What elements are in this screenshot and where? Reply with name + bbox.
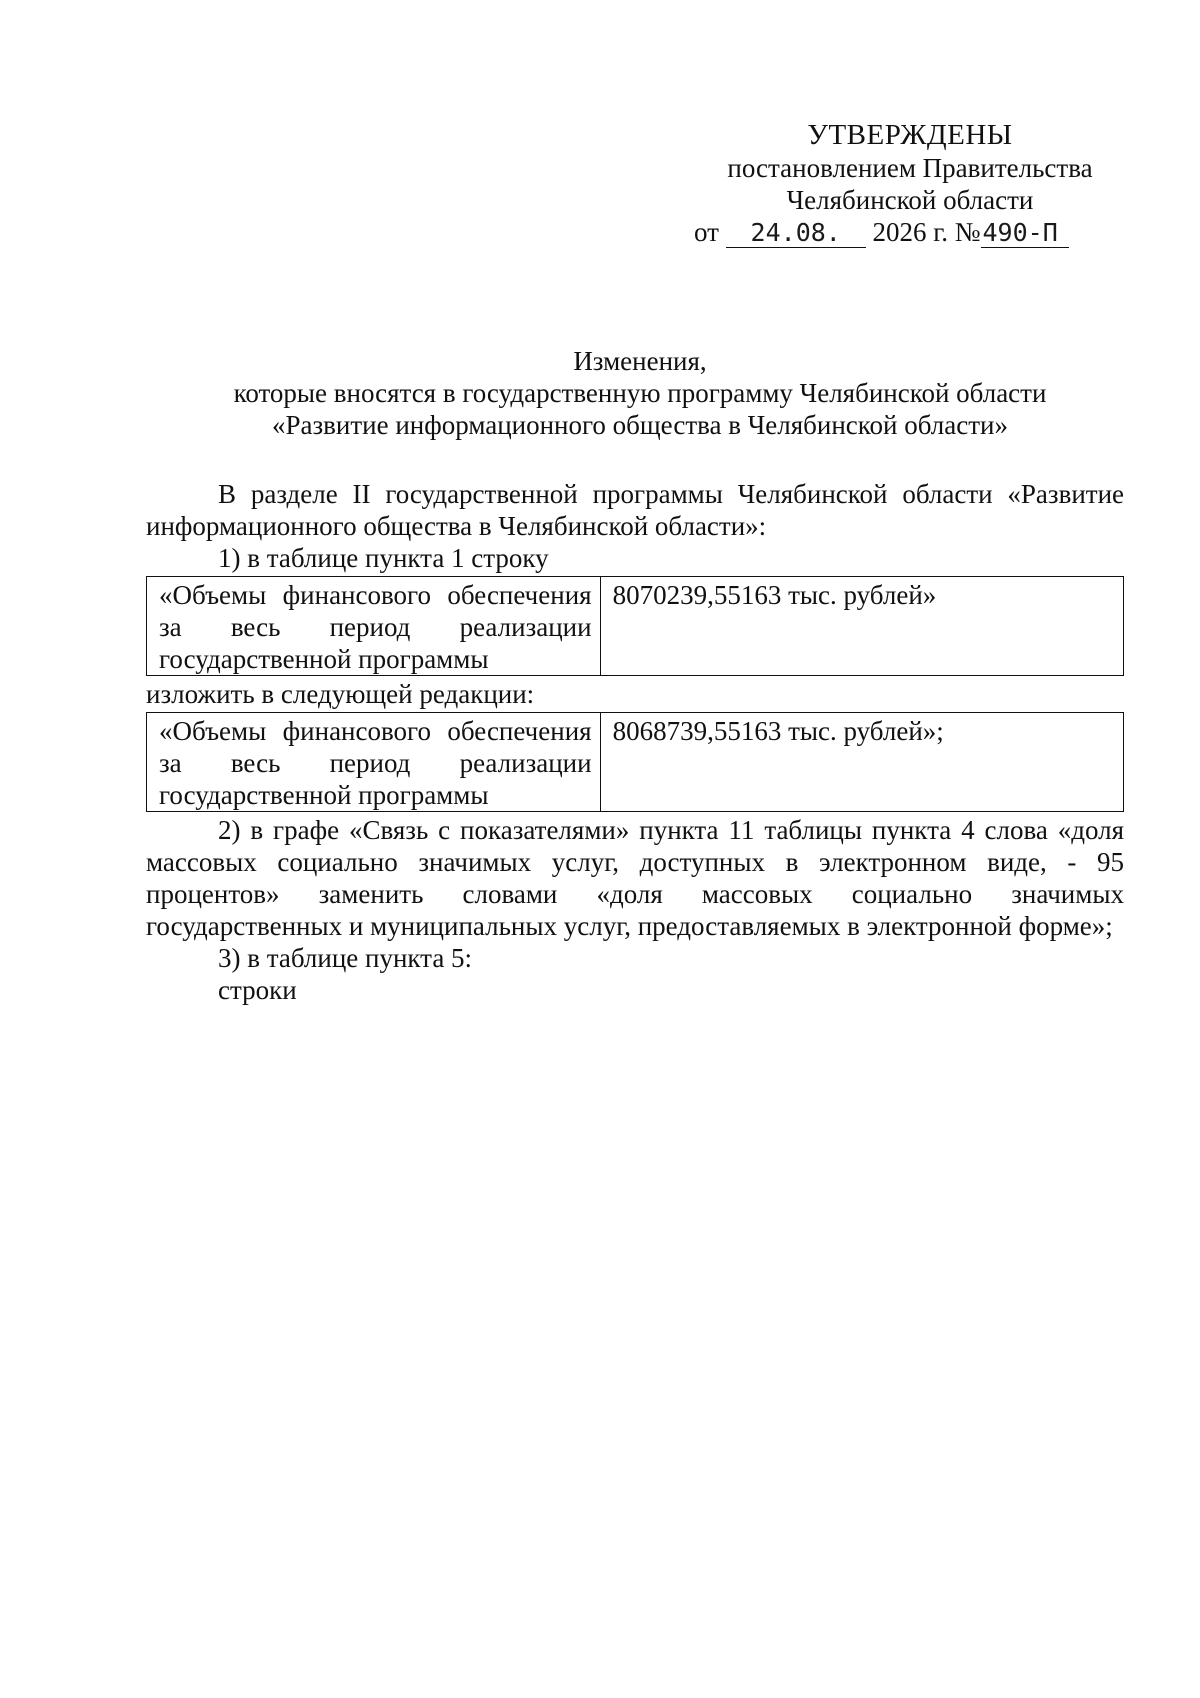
approval-title: УТВЕРЖДЕНЫ [807,119,1013,151]
old-row-table [146,576,1124,676]
old-row-label: «Объемы финансового обеспечения за весь период реализации государственной программы [147,577,601,676]
approval-line-2: Челябинской области [786,185,1034,215]
year-text: 2026 г. № [872,217,981,247]
old-row-value: 8070239,55163 тыс. рублей» [600,577,1123,676]
heading-line-2: которые вносятся в государственную программу Челябинской области [233,378,1047,408]
document-heading [150,345,1130,441]
approval-date-line [694,216,1120,248]
new-row-table [146,712,1124,812]
item-3-rows: строки [218,975,297,1005]
table-row [147,577,1124,676]
restate-text: изложить в следующей редакции: [146,679,535,709]
intro-paragraph: В разделе II государственной программы Челябинской области «Развитие информационного общества в Челябинской области»: [146,479,1124,541]
item-1-intro: 1) в таблице пункта 1 строку [218,543,549,573]
approval-block [694,118,1120,248]
table-row [147,713,1124,812]
new-row-label: «Объемы финансового обеспечения за весь период реализации государственной программы [147,713,601,812]
heading-line-1: Изменения, [573,346,707,376]
new-row-value: 8068739,55163 тыс. рублей»; [600,713,1123,812]
approval-line-1: постановлением Правительства [727,153,1093,183]
handwritten-date: 24.08. [726,219,866,248]
handwritten-number: 490-П [981,219,1069,248]
item-2-paragraph: 2) в графе «Связь с показателями» пункта 11 таблицы пункта 4 слова «доля массовых социально значимых услуг, доступных в электронном виде, - 95 процентов» заменить словами «доля массовых социально значимых государственных и муниципальных услуг, предоставляемых в электронной форме»; [146,815,1124,941]
date-prefix: от [694,217,719,247]
heading-line-3: «Развитие информационного общества в Челябинской области» [271,410,1008,440]
item-3-intro: 3) в таблице пункта 5: [218,943,473,973]
document-body [146,478,1124,1006]
